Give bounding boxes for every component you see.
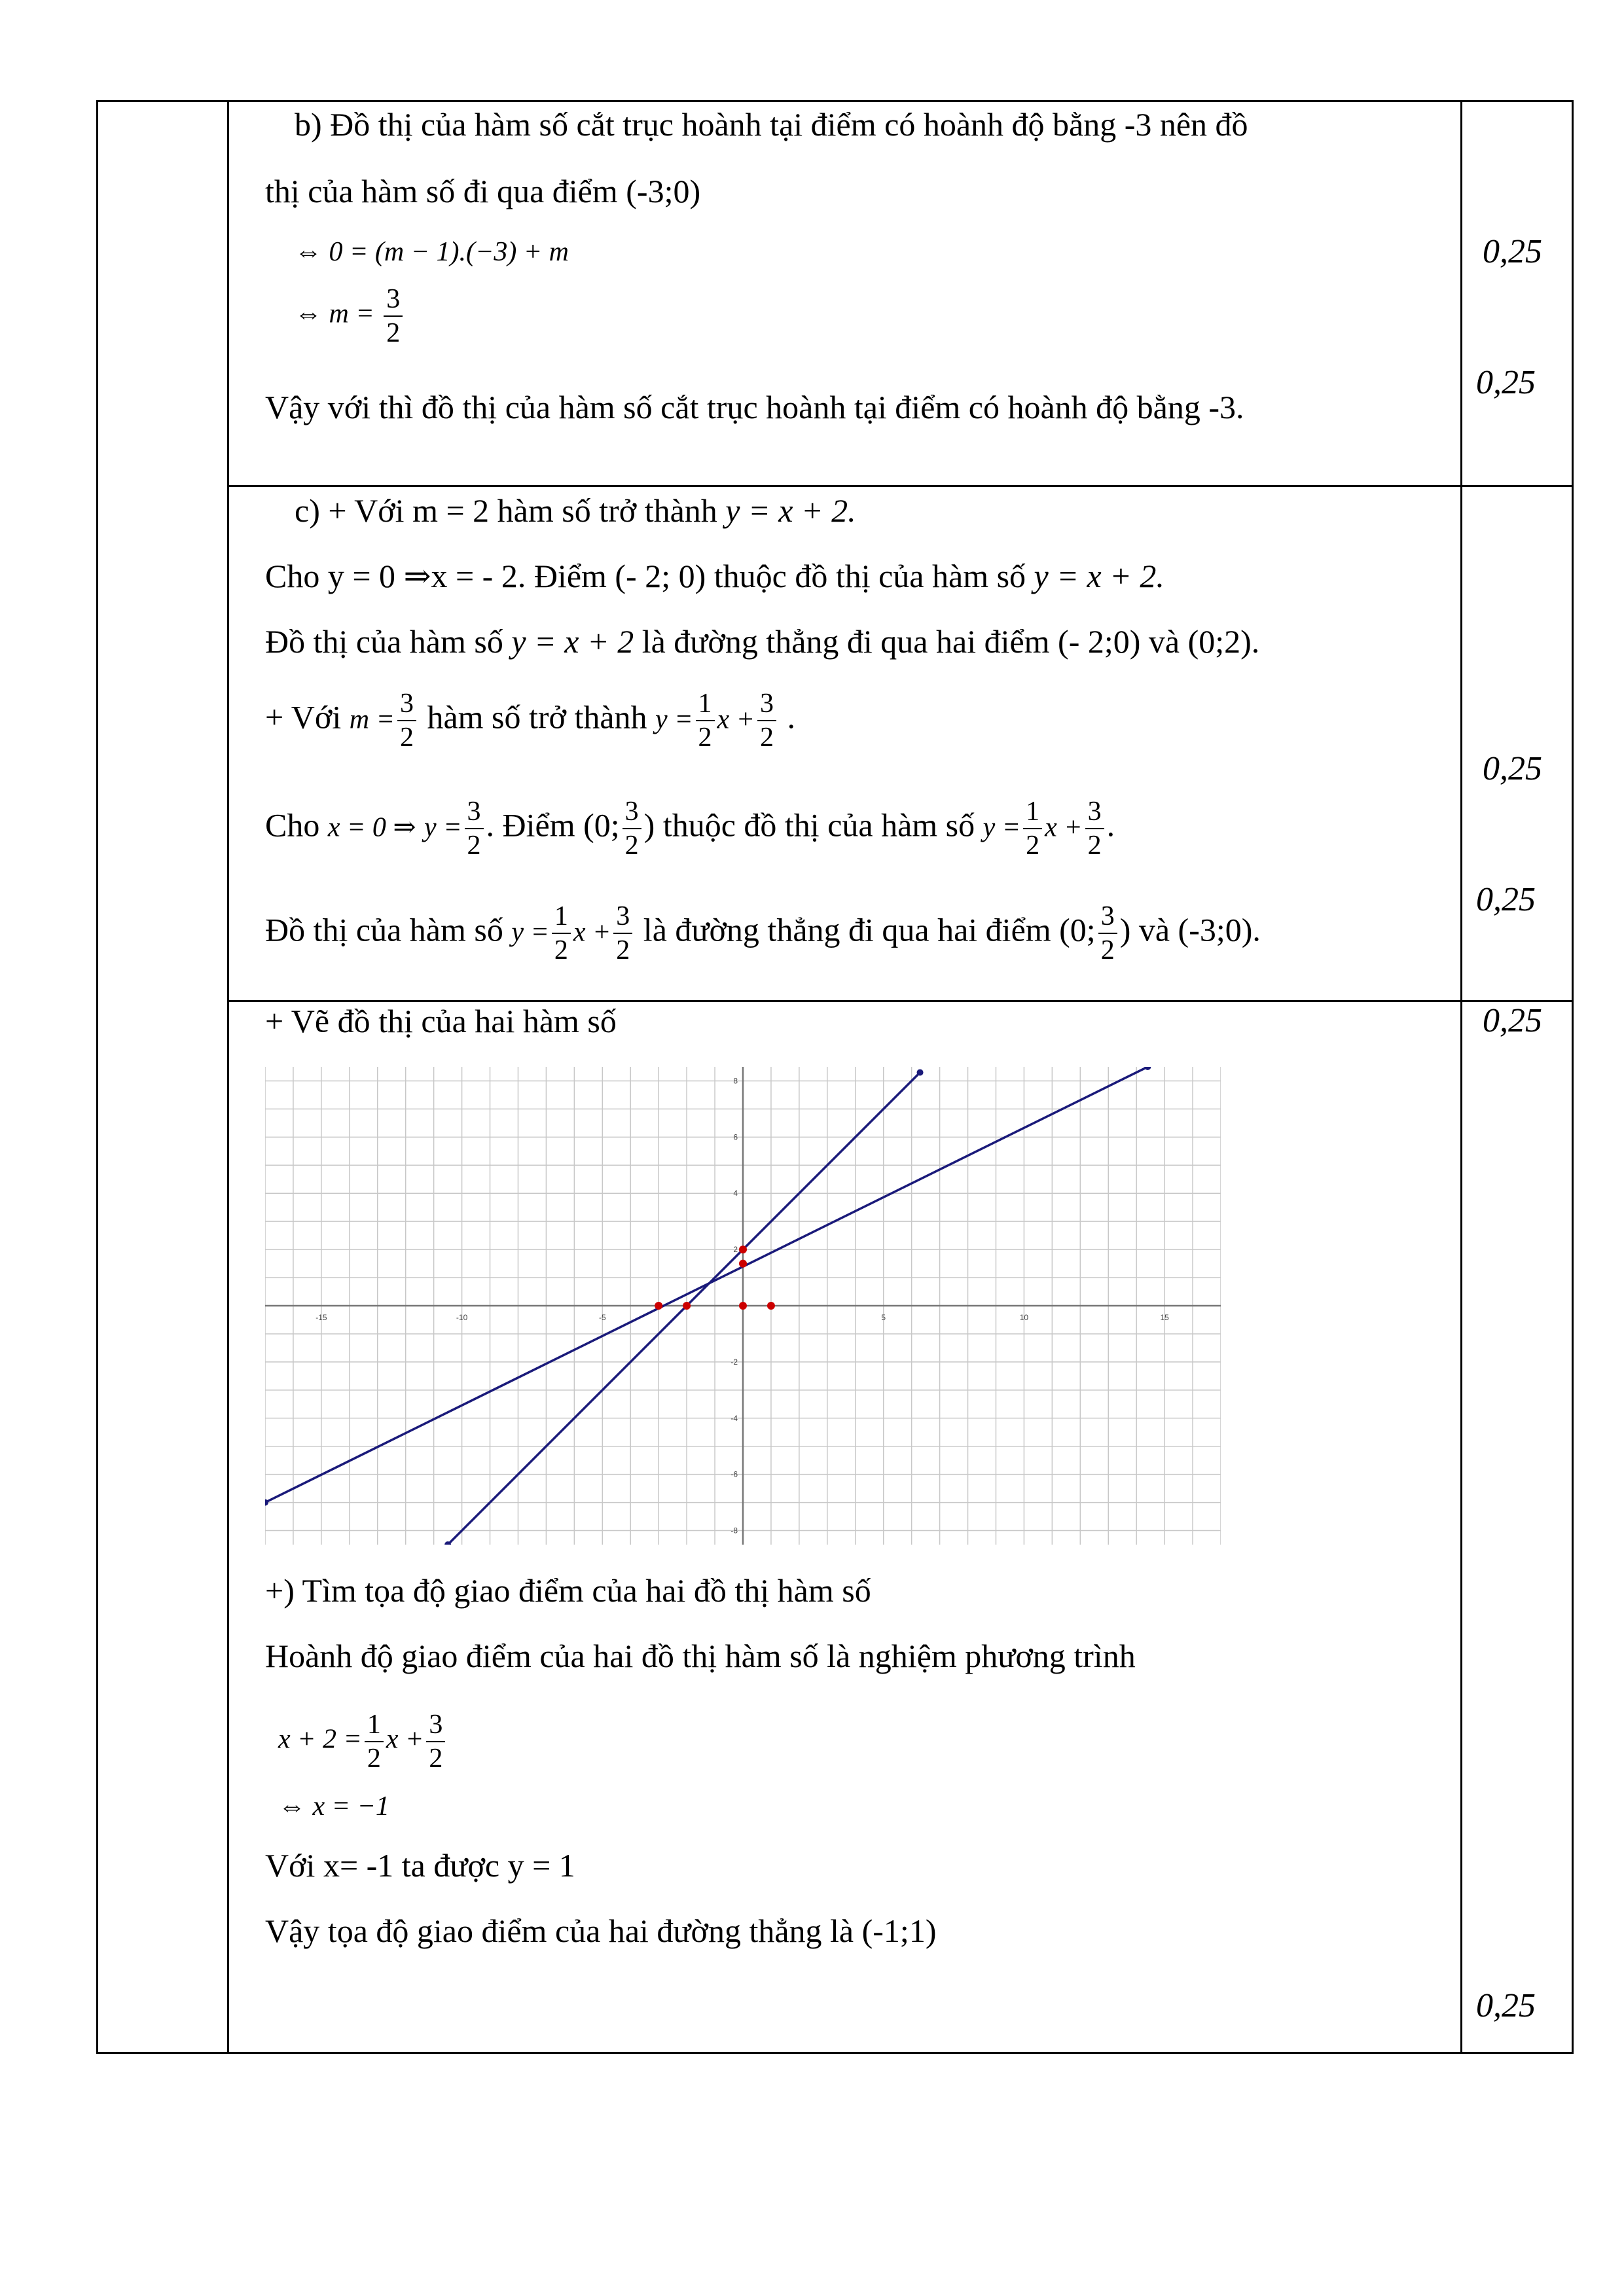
equivalence-symbol: ⇔ <box>295 237 322 267</box>
score-5: 0,25 <box>1483 1002 1542 1039</box>
fraction-3-2: $\frac{3}{2}$ <box>384 283 403 350</box>
series-end-marker <box>1144 1067 1151 1070</box>
y-tick-label: -2 <box>731 1357 738 1367</box>
series-line-2 <box>265 1067 1147 1503</box>
find-line2: Hoành độ giao điểm của hai đồ thị hàm số là nghiệm phương trình <box>265 1638 1136 1674</box>
y-tick-label: -6 <box>731 1469 738 1479</box>
y-tick-label: 8 <box>733 1076 738 1086</box>
equation-1: 0 = (m − 1).(−3) + m <box>329 237 569 267</box>
y-tick-label: -4 <box>731 1413 738 1423</box>
score-4: 0,25 <box>1476 881 1536 918</box>
column-divider-2 <box>1460 102 1462 2052</box>
equation-2-lhs: m = <box>329 298 374 329</box>
score-1: 0,25 <box>1483 233 1542 270</box>
x-tick-label: -10 <box>456 1313 468 1322</box>
part-b-eq2 <box>295 283 405 350</box>
find-title: +) Tìm tọa độ giao điểm của hai đồ thị hàm số <box>265 1572 871 1609</box>
part-b-line1: b) Đồ thị của hàm số cắt trục hoành tại điểm có hoành độ bằng -3 nên đồ <box>295 106 1248 143</box>
part-c-line1: c) + Với m = 2 hàm số trở thành y = x + 2. <box>295 492 856 529</box>
equivalence-symbol: ⇔ <box>295 298 322 329</box>
score-3: 0,25 <box>1483 750 1542 787</box>
x-tick-label: 15 <box>1160 1313 1169 1322</box>
y-tick-label: -8 <box>731 1526 738 1535</box>
score-2: 0,25 <box>1476 364 1536 401</box>
data-point <box>739 1246 747 1253</box>
implies-arrow: ⇒ <box>403 558 431 594</box>
row-divider-1 <box>227 485 1572 487</box>
draw-title: + Vẽ đồ thị của hai hàm số <box>265 1003 617 1039</box>
part-b-line2: thị của hàm số đi qua điểm (-3;0) <box>265 173 701 209</box>
part-c-line6: Đồ thị của hàm số y = $\frac{1}{2}$ x + $\frac{3}{2}$ là đường thẳng đi qua hai điểm (0; $\frac{3}{2}$ ) và (-3;0). <box>265 901 1261 965</box>
column-divider-1 <box>227 102 229 2052</box>
intersection-equation: x + 2 = $\frac{1}{2}$ x + $\frac{3}{2}$ <box>278 1708 448 1775</box>
data-point <box>739 1302 747 1310</box>
series-line-1 <box>448 1073 920 1545</box>
y-tick-label: 2 <box>733 1245 738 1255</box>
function-graph <box>265 1067 1221 1545</box>
y-tick-label: 6 <box>733 1132 738 1142</box>
with-x-line: Với x= -1 ta được y = 1 <box>265 1847 575 1884</box>
part-b-conclusion: Vậy với thì đồ thị của hàm số cắt trục hoành tại điểm có hoành độ bằng -3. <box>265 389 1244 425</box>
series-end-marker <box>917 1069 924 1076</box>
data-point <box>739 1260 747 1268</box>
part-c-line3: Đồ thị của hàm số y = x + 2 là đường thẳng đi qua hai điểm (- 2;0) và (0;2). <box>265 623 1260 660</box>
part-b-eq1 <box>295 232 569 272</box>
x-tick-label: -5 <box>598 1313 606 1322</box>
x-tick-label: 10 <box>1019 1313 1029 1322</box>
part-c-line5: Cho x = 0 ⇒ y = $\frac{3}{2}$ . Điểm (0; $\frac{3}{2}$ ) thuộc đồ thị của hàm số y = $\frac{1}{2}$ x + $\frac{3}{2}$ . <box>265 797 1115 861</box>
x-tick-label: 5 <box>881 1313 886 1322</box>
data-point <box>683 1302 691 1310</box>
intersection-conclusion: Vậy tọa độ giao điểm của hai đường thẳng là (-1;1) <box>265 1912 937 1949</box>
y-tick-label: 4 <box>733 1189 738 1198</box>
intersection-solution: ⇔ x = −1 <box>278 1791 389 1821</box>
data-point <box>767 1302 775 1310</box>
x-tick-label: -15 <box>316 1313 327 1322</box>
data-point <box>655 1302 662 1310</box>
score-6: 0,25 <box>1476 1987 1536 2024</box>
part-c-line2: Cho y = 0 ⇒x = - 2. Điểm (- 2; 0) thuộc đồ thị của hàm số y = x + 2. <box>265 558 1164 594</box>
part-c-line4: + Với m = $\frac{3}{2}$ hàm số trở thành y = $\frac{1}{2}$ x + $\frac{3}{2}$ . <box>265 689 796 753</box>
